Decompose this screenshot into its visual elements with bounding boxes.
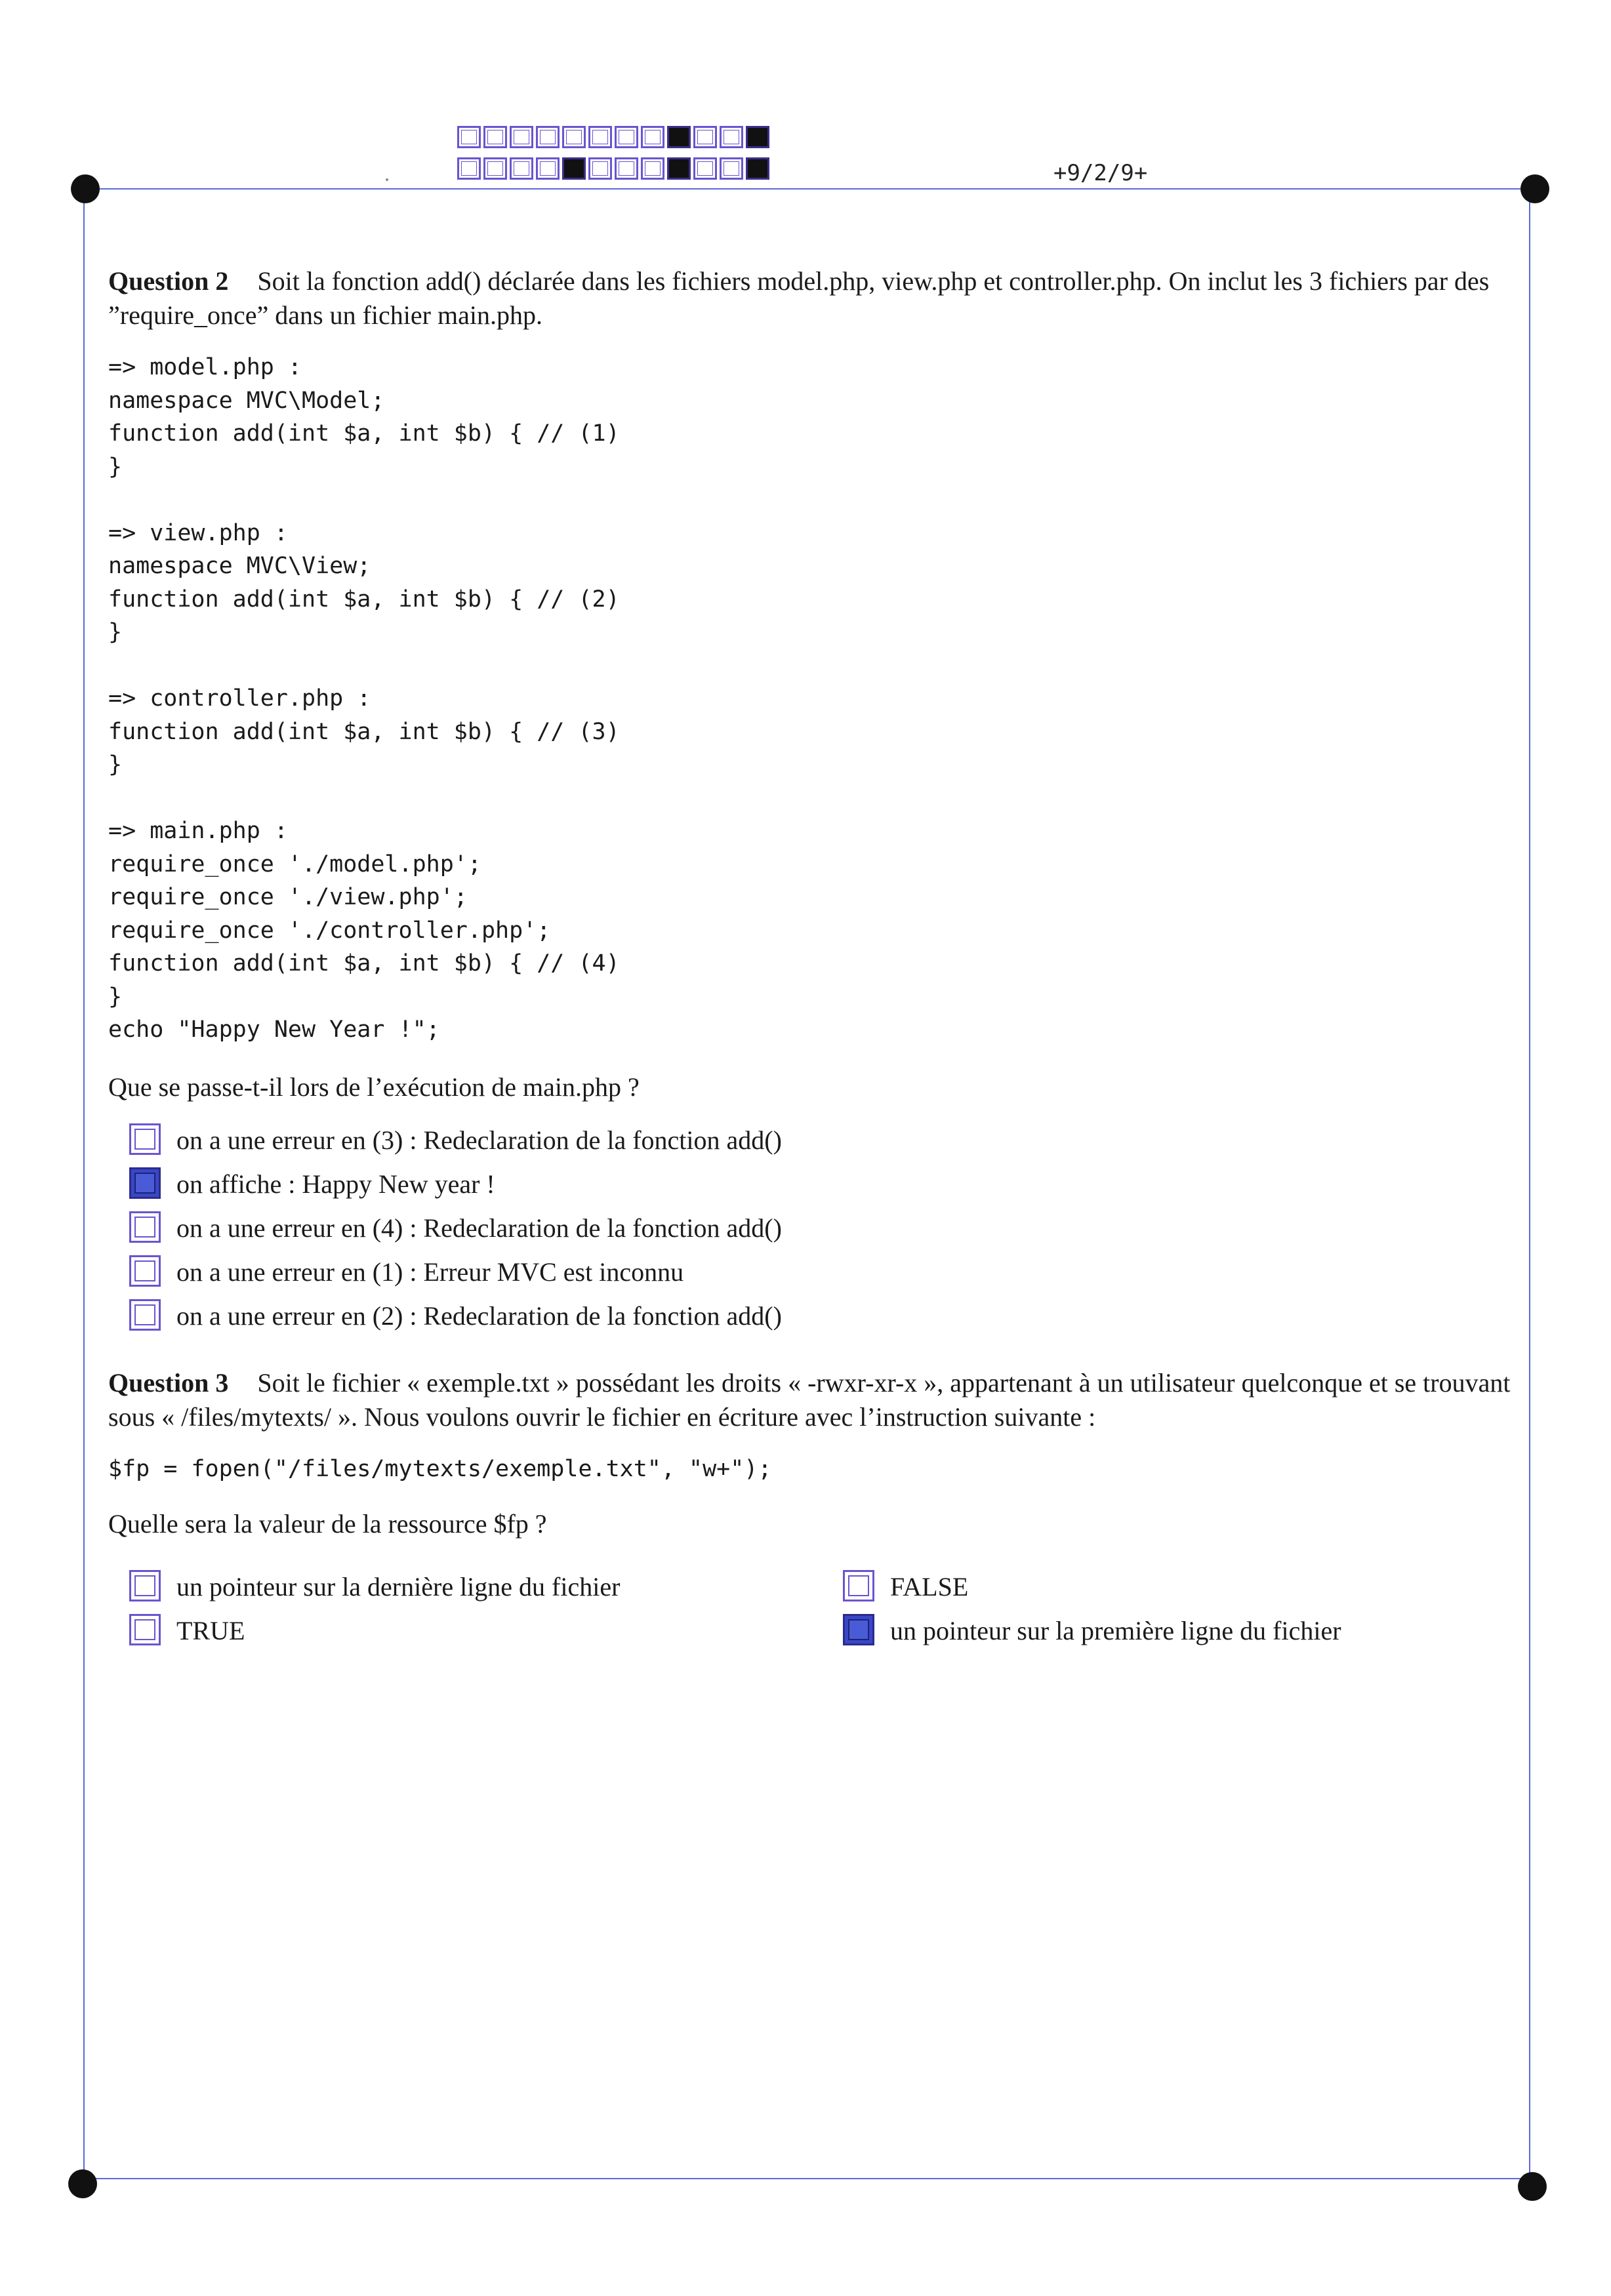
q3-choice-4-checkbox[interactable] [843, 1614, 874, 1645]
q3-choice-1-label: un pointeur sur la dernière ligne du fichier [176, 1572, 621, 1601]
question-2-statement [108, 264, 1512, 332]
barcode-cell [536, 157, 560, 180]
barcode-cell [457, 157, 481, 180]
question-3-code: $fp = fopen("/files/mytexts/exemple.txt", "w+"); [108, 1456, 772, 1482]
question-2-prompt: Que se passe-t-il lors de l’exécution de main.php ? [108, 1072, 640, 1102]
barcode-cell [483, 157, 507, 180]
q2-choice-1-checkbox[interactable] [129, 1123, 161, 1155]
barcode-cell [720, 126, 743, 148]
barcode-cell [720, 157, 743, 180]
q2-choice-4-label: on a une erreur en (1) : Erreur MVC est inconnu [176, 1257, 684, 1287]
barcode-cell [510, 157, 533, 180]
barcode-cell [483, 126, 507, 148]
question-2-text: Soit la fonction add() déclarée dans les fichiers model.php, view.php et controller.php. On inclut les 3 fichiers par des ”require_once” dans un fichier main.php. [108, 266, 1490, 330]
page-id: +9/2/9+ [1053, 160, 1148, 186]
barcode-cell [457, 126, 481, 148]
barcode-cell [588, 126, 612, 148]
q2-choice-2-label: on affiche : Happy New year ! [176, 1169, 495, 1199]
q2-choice-1-label: on a une erreur en (3) : Redeclaration de la fonction add() [176, 1125, 782, 1155]
barcode-cell [693, 157, 717, 180]
barcode-cell [746, 126, 769, 148]
speck [386, 178, 388, 181]
barcode-cell [667, 157, 691, 180]
barcode-cell [615, 157, 638, 180]
corner-mark-bottom-left [68, 2169, 97, 2198]
barcode-cell [510, 126, 533, 148]
question-2-heading: Question 2 [108, 266, 229, 296]
barcode-cell [641, 126, 664, 148]
q2-choice-3-checkbox[interactable] [129, 1211, 161, 1243]
q2-choice-2-checkbox[interactable] [129, 1167, 161, 1199]
barcode-cell [562, 157, 586, 180]
barcode-cell [667, 126, 691, 148]
q3-choice-4-label: un pointeur sur la première ligne du fichier [890, 1616, 1341, 1645]
corner-mark-bottom-right [1518, 2172, 1547, 2201]
question-3-prompt: Quelle sera la valeur de la ressource $fp ? [108, 1509, 547, 1539]
barcode-cell [588, 157, 612, 180]
q2-choice-5-label: on a une erreur en (2) : Redeclaration de la fonction add() [176, 1301, 782, 1331]
q3-choice-3-label: FALSE [890, 1572, 969, 1601]
q3-choice-1-checkbox[interactable] [129, 1570, 161, 1601]
q3-choice-3-checkbox[interactable] [843, 1570, 874, 1601]
q2-choice-5-checkbox[interactable] [129, 1299, 161, 1331]
question-2-code: => model.php : namespace MVC\Model; function add(int $a, int $b) { // (1) } => view.php : namespace MVC\View; function add(int $a, int $b) { // (2) } => controller.php : function add(int $a, int $b) { // (3) } => main.php : require_once './model.php'; require_once './view.php'; require_once './controller.php'; function add(int $a, int $b) { // (4) } echo "Happy New Year !"; [108, 354, 620, 1043]
barcode-cell [615, 126, 638, 148]
barcode-cell [746, 157, 769, 180]
q2-choice-4-checkbox[interactable] [129, 1255, 161, 1287]
question-3-text: Soit le fichier « exemple.txt » possédant les droits « -rwxr-xr-x », appartenant à un utilisateur quelconque et se trouvant sous « /files/mytexts/ ». Nous voulons ouvrir le fichier en écriture avec l’instruction suivante : [108, 1368, 1511, 1432]
q2-choice-3-label: on a une erreur en (4) : Redeclaration de la fonction add() [176, 1213, 782, 1243]
q3-choice-2-checkbox[interactable] [129, 1614, 161, 1645]
barcode-cell [536, 126, 560, 148]
question-3-statement [108, 1366, 1512, 1434]
barcode-cell [641, 157, 664, 180]
q3-choice-2-label: TRUE [176, 1616, 245, 1645]
barcode-cell [693, 126, 717, 148]
corner-mark-top-right [1520, 174, 1549, 203]
corner-mark-top-left [71, 174, 100, 203]
barcode-cell [562, 126, 586, 148]
question-3-heading: Question 3 [108, 1368, 229, 1398]
